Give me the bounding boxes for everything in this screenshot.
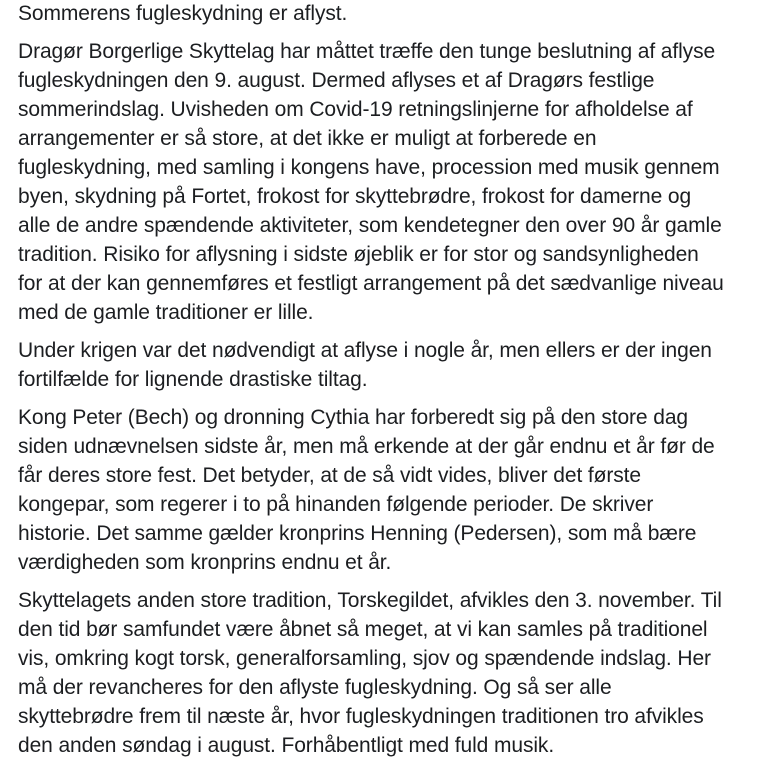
text-line: Dragør Borgerlige Skyttelag har måttet træffe den tunge beslutning af aflyse xyxy=(18,40,716,63)
text-line: historie. Det samme gælder kronprins Henning (Pedersen), som må bære xyxy=(18,522,697,545)
text-line: for at der kan gennemføres et festligt arrangement på det sædvanlige niveau xyxy=(18,272,724,295)
text-line: kongepar, som regerer i to på hinanden følgende perioder. De skriver xyxy=(18,493,654,516)
text-line: får deres store fest. Det betyder, at de så vidt vides, bliver det første xyxy=(18,464,641,487)
text-line: værdigheden som kronprins endnu et år. xyxy=(18,551,392,574)
post-paragraph-headline xyxy=(18,0,762,28)
text-line: fugleskydningen den 9. august. Dermed aflyses et af Dragørs festlige xyxy=(18,69,655,92)
text-line: arrangementer er så store, at det ikke er muligt at forberede en xyxy=(18,127,597,150)
text-line: med de gamle traditioner er lille. xyxy=(18,301,314,324)
text-line: byen, skydning på Fortet, frokost for skyttebrødre, frokost for damerne og xyxy=(18,185,692,208)
text-line: siden udnævnelsen sidste år, men må erkende at der går endnu et år før de xyxy=(18,435,715,458)
text-line: tradition. Risiko for aflysning i sidste øjeblik er for stor og sandsynligheden xyxy=(18,243,699,266)
post-paragraph-history xyxy=(18,336,762,394)
text-line: sommerindslag. Uvisheden om Covid-19 retningslinjerne for afholdelse af xyxy=(18,98,693,121)
post-paragraph-announcement xyxy=(18,37,762,327)
text-line: alle de andre spændende aktiviteter, som kendetegner den over 90 år gamle xyxy=(18,214,722,237)
text-line: fugleskydning, med samling i kongens have, procession med musik gennem xyxy=(18,156,720,179)
text-line: den anden søndag i august. Forhåbentligt med fuld musik. xyxy=(18,734,555,757)
text-line: fortilfælde for lignende drastiske tiltag. xyxy=(18,368,368,391)
post-paragraph-royals xyxy=(18,403,762,577)
text-line: Kong Peter (Bech) og dronning Cythia har forberedt sig på den store dag xyxy=(18,406,688,429)
text-line: må der revancheres for den aflyste fugleskydning. Og så ser alle xyxy=(18,676,612,699)
post-paragraph-torskegildet xyxy=(18,586,762,760)
text-line: Sommerens fugleskydning er aflyst. xyxy=(18,2,348,25)
text-line: Skyttelagets anden store tradition, Torskegildet, afvikles den 3. november. Til xyxy=(18,589,722,612)
text-line: Under krigen var det nødvendigt at aflyse i nogle år, men ellers er der ingen xyxy=(18,339,712,362)
text-line: vis, omkring kogt torsk, generalforsamling, sjov og spændende indslag. Her xyxy=(18,647,711,670)
text-line: skyttebrødre frem til næste år, hvor fugleskydningen traditionen tro afvikles xyxy=(18,705,704,728)
text-line: den tid bør samfundet være åbnet så meget, at vi kan samles på traditionel xyxy=(18,618,708,641)
